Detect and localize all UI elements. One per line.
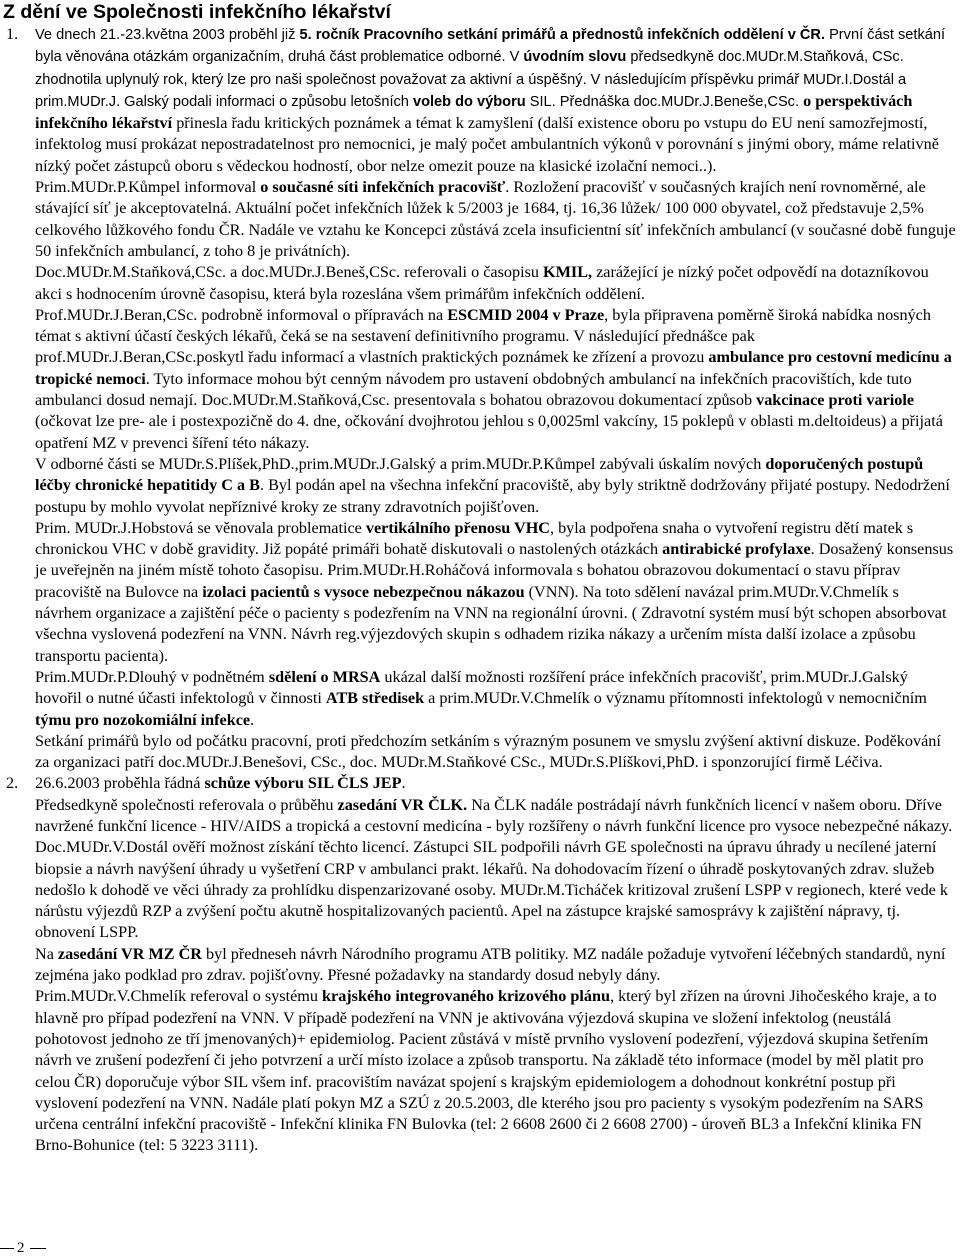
- text-run: zarážející je nízký počet odpovědí na dotazníkovou akci s hodnocením úrovně časopisu, která byla rozeslána všem primářům infekčních oddělení.: [35, 263, 929, 303]
- bold-text: vakcinace proti variole: [756, 391, 915, 410]
- text-run: Doc.MUDr.M.Staňková,CSc. a doc.MUDr.J.Beneš,CSc. referovali o časopisu: [35, 263, 544, 282]
- text-run: (VNN). Na toto sdělení navázal prim.MUDr.V.Chmelík s návrhem organizace a zajištění péče o pacienty s podezřením na VNN na regionální úrovni. ( Zdravotní systém musí být schopen absorbovat všechna vyslovená podezření na VNN. Návrh reg.výjezdových skupin s odhadem rizika nákazy a určením místa další izolace a způsobu transportu pacienta).: [35, 582, 947, 665]
- text-run: přinesla řadu kritických poznámek a témat k zamyšlení (další existence oboru po vstupu do EU není samozřejmostí, infektolog musí prokázat nepostradatelnost pro nemocnici, je malý počet ambulantních výkonů v porovnání s jinými obory, máme relativně nízký počet zástupců oboru s vědeckou hodností, obor nelze omezit pouze na klasické izolační nemoci..).: [35, 114, 939, 175]
- paragraph: [35, 667, 960, 731]
- paragraph: [35, 731, 960, 774]
- text-run: Předsedkyně společnosti referovala o průběhu: [35, 795, 338, 814]
- bold-text: týmu pro nozokomiální infekce: [35, 710, 251, 729]
- text-run: , byla připravena poměrně široká nabídka nosných témat s aktivní účastí českých lékařů, čeká se na sestavení definitivního programu. V následující přednášce pak prof.MUDr.J.Beran,CSc.poskytl řadu informací a vlastních praktických poznámek ke zřízení a provozu: [35, 305, 931, 367]
- bold-text: o současné síti infekčních pracovišť: [260, 178, 506, 197]
- text-run: .: [401, 774, 406, 793]
- bold-text: sdělení o MRSA: [268, 667, 381, 686]
- bold-text: úvodním slovu: [523, 49, 627, 66]
- text-run: Prim.MUDr.P.Kůmpel informoval: [35, 178, 261, 197]
- text-run: . Byl podán apel na všechna infekční pracoviště, aby byly striktně dodržovány přijaté postupy. Nedodržení postupu by mohlo vyvolat nepříznivé kroky ze strany zdravotních pojišťoven.: [35, 476, 950, 516]
- bold-text: zasedání VR MZ ČR: [57, 944, 202, 963]
- bold-text: ESCMID 2004 v Praze: [447, 305, 605, 324]
- item-list: [0, 24, 960, 1157]
- text-run: .: [250, 710, 255, 729]
- bold-text: schůze výboru SIL ČLS JEP: [204, 774, 402, 793]
- text-run: Prim.MUDr.P.Dlouhý v podnětném: [35, 667, 269, 686]
- footer-rule-left: [0, 1248, 14, 1249]
- paragraph: [35, 177, 960, 262]
- paragraph: [35, 795, 960, 944]
- text-run: , byla podpořena snaha o vytvoření registru dětí matek s chronickou VHC v době gravidity. Již popáté primáři bohatě diskutovali o nastolených otázkách: [35, 518, 914, 559]
- page-heading: Z dění ve Společnosti infekčního lékařství: [3, 1, 391, 23]
- text-run: . Rozložení pracovišť v současných krajích není rovnoměrné, ale stávající síť je akceptovatelná. Aktuální počet infekčních lůžek k 5/2003 je 1684, tj. 16,36 lůžek/ 100 000 obyvatel, což představuje 2,5% celkového lůžkového fondu ČR. Nadále ve vztahu ke Koncepci zůstává zcela insuficientní síť infekčních ambulancí (v současné době funguje 50 infekčních ambulancí, z toho 8 je privátních).: [35, 178, 956, 260]
- bold-text: doporučených postupů léčby chronické hepatitidy C a B: [35, 454, 924, 495]
- bold-text: izolaci pacientů s vysoce nebezpečnou nákazou: [202, 582, 525, 601]
- text-run: 26.6.2003 proběhla řádná: [35, 774, 205, 793]
- paragraph: [35, 305, 960, 454]
- text-run: SIL. Přednáška doc.MUDr.J.Beneše,CSc.: [525, 93, 804, 110]
- bold-text: KMIL,: [543, 263, 593, 282]
- paragraph: [35, 518, 960, 667]
- bold-text: antirabické profylaxe: [662, 540, 811, 559]
- text-run: předsedkyně doc.MUDr.M.Staňková, CSc. zhodnotila uplynulý rok, který lze pro naši společnost považovat za aktivní a úspěšný. V následujícím příspěvku primář MUDr.I.Dostál a prim.MUDr.J. Galský podali informaci o způsobu letošních: [35, 49, 907, 110]
- bold-text: krajského integrovaného krizového plánu: [322, 987, 610, 1006]
- bold-text: zasedání VR ČLK.: [337, 795, 468, 814]
- paragraph: [35, 24, 960, 177]
- bold-text: ambulance pro cestovní medicínu a tropické nemoci: [35, 348, 952, 388]
- paragraph: [35, 944, 960, 987]
- page-number-footer: [0, 1238, 46, 1258]
- list-item-number: 1.: [6, 25, 19, 43]
- text-run: Ve dnech 21.-23.května 2003 proběhl již: [35, 27, 300, 43]
- text-run: Prim.MUDr.V.Chmelík referoval o systému: [35, 987, 323, 1006]
- text-run: Prof.MUDr.J.Beran,CSc. podrobně informoval o přípravách na: [35, 305, 448, 324]
- footer-rule-right: [30, 1248, 46, 1249]
- text-run: Setkání primářů bylo od počátku pracovní, proti předchozím setkáním s výrazným posunem ve smyslu zvýšení aktivní diskuze. Poděkování za organizaci patří doc.MUDr.J.Benešovi, CSc., doc. MUDr.M.Staňkové CSc., MUDr.S.Plíškovi,PhD. i sponzorující firmě Léčiva.: [35, 731, 941, 772]
- text-run: (očkovat lze pre- ale i postexpozičně do 4. dne, očkování dvojhrotou jehlou s 0,0025ml vakcíny, 15 poklepů v oblasti m.deltoideus) a přijatá opatření MZ v prevenci šíření této nákazy.: [35, 412, 943, 452]
- list-item-number: 2.: [6, 774, 19, 793]
- text-run: ukázal další možnosti rozšíření práce infekčních pracovišť, prim.MUDr.J.Galský hovořil o nutné účasti infektologů v činnosti: [35, 667, 908, 708]
- paragraph: [35, 454, 960, 518]
- bold-text: voleb do výboru: [412, 93, 526, 110]
- text-run: Na ČLK nadále postrádají návrh funkčních licencí v našem oboru. Dříve navržené funkční licence - HIV/AIDS a tropická a cestovní medicína - byly rozšířeny o návrh funkční licence pro vysoce nebezpečné nákazy. Doc.MUDr.V.Dostál ověří možnost získání těchto licencí. Zástupci SIL podpořili návrh GE společnosti na úpravu úhrady u necílené jaterní biopsie a návrh navýšení úhrady u vyšetření CRP v ambulanci prakt. lékařů. Na dohodovacím řízení o úhradě poskytovaných zdrav. služeb nedošlo k dohodě ve věci úhrady za prohlídku dispenzarizované osoby. MUDr.M.Ticháček kritizoval zrušení LSPP v regionech, které vede k nárůstu výjezdů RZP a zvýšení počtu akutně hospitalizovaných pacientů. Apel na zástupce krajské samosprávy k zajištění nápravy, tj. obnovení LSPP.: [35, 795, 953, 942]
- text-run: byl předneseh návrh Národního programu ATB politiky. MZ nadále požaduje vytvoření léčebných standardů, nyní zejména jako podklad pro zdrav. pojišťovny. Přesné požadavky na standardy dosud nebyly dány.: [35, 944, 946, 985]
- paragraph: [35, 262, 960, 305]
- bold-text: 5. ročník Pracovního setkání primářů a přednostů infekčních oddělení v ČR.: [299, 27, 826, 43]
- bold-text: o perspektivách infekčního lékařství: [35, 91, 913, 133]
- bold-text: vertikálního přenosu VHC: [365, 518, 550, 537]
- text-run: První část setkání byla věnována otázkám organizačním, druhá část problematice odborné. V: [35, 27, 946, 66]
- text-run: a prim.MUDr.V.Chmelík o významu přítomnosti infektologů v nemocničním: [424, 689, 927, 708]
- list-item: [0, 24, 960, 773]
- text-run: Prim. MUDr.J.Hobstová se věnovala problematice: [35, 518, 366, 537]
- bold-text: ATB středisek: [325, 689, 425, 708]
- text-run: V odborné části se MUDr.S.Plíšek,PhD.,prim.MUDr.J.Galský a prim.MUDr.P.Kůmpel zabývali úskalím nových: [35, 454, 766, 473]
- text-run: . Tyto informace mohou být cenným návodem pro ustavení obdobných ambulancí na infekčních pracovištích, kde tuto ambulanci dosud nemají. Doc.MUDr.M.Staňková,Csc. presentovala s bohatou obrazovou dokumentací způsob: [35, 369, 912, 410]
- list-item: [0, 773, 960, 1156]
- paragraph: [35, 773, 960, 794]
- text-run: Na: [35, 944, 58, 963]
- paragraph: [35, 986, 960, 1156]
- text-run: , který byl zřízen na úrovni Jihočeského kraje, a to hlavně pro případ podezření na VNN. V případě podezření na VNN je aktivována výjezdová skupina ve složení infektolog (neustálá pohotovost jednoho ze tří jmenovaných)+ epidemiolog. Pacient zůstává v místě prvního vyslovení podezření, výjezdová skupina šetřením návrh ve zrušení podezření či jeho potvrzení a určí místo izolace a způsob transportu. Na základě této informace (model by měl platit pro celou ČR) doporučuje výbor SIL všem inf. pracovištím navázat spojení s krajským epidemiologem a dohodnout konkrétní postup při vyslovení podezření na VNN. Nadále platí pokyn MZ a SZÚ z 20.5.2003, dle kterého jsou pro pacienty s vysokým podezřením na SARS určena centrální infekční pracoviště - Infekční klinika FN Bulovka (tel: 2 6608 2600 či 2 6608 2700) - úroveň BL3 a Infekční klinika FN Brno-Bohunice (tel: 5 3223 3111).: [35, 987, 937, 1155]
- page-number: 2: [17, 1240, 25, 1256]
- text-run: . Dosažený konsensus je uveřejněn na jiném místě tohoto časopisu. Prim.MUDr.H.Roháčová informovala s bohatou obrazovou dokumentací o stavu příprav pracoviště na Bulovce na: [35, 540, 954, 601]
